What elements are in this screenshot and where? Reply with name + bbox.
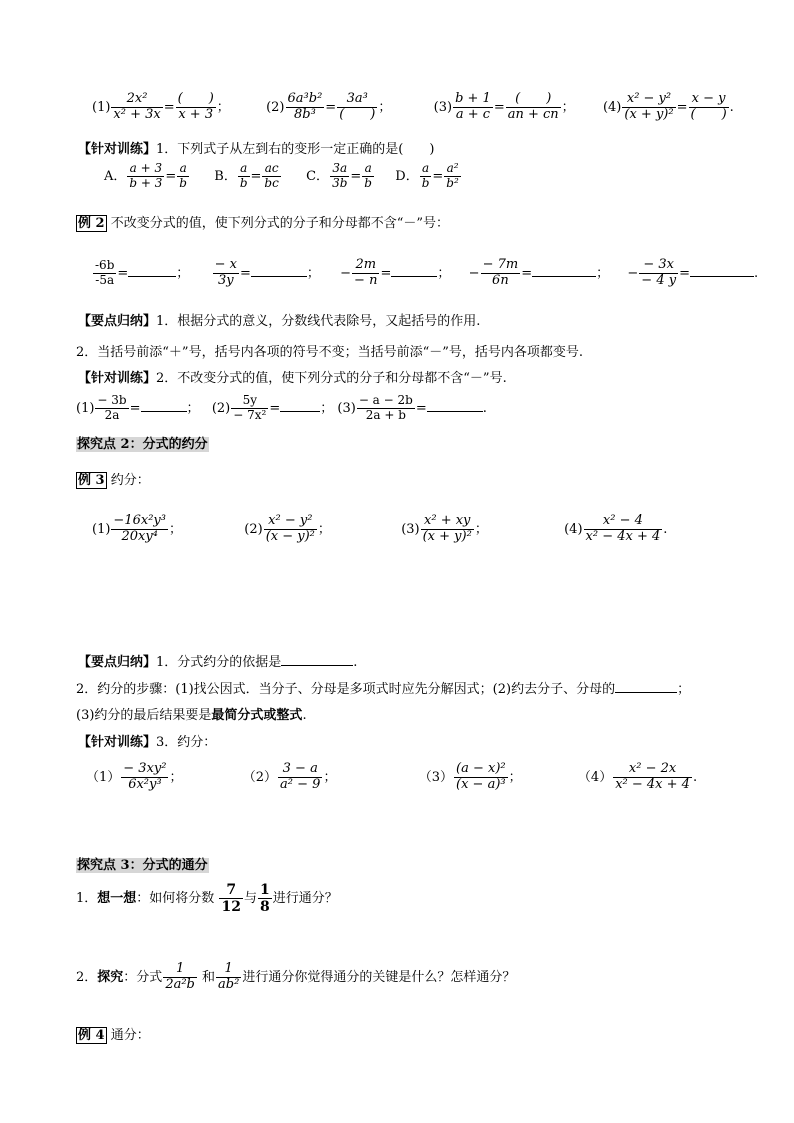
ex3-items [92,514,667,545]
fraction: $\frac{\text{6a³b²}}{\text{8b³}}$ [287,91,323,122]
train-tag: 【针对训练】 [78,735,157,750]
q1-item-2: (2) $\frac{\text{6a³b²}}{\text{8b³}}$ = $\frac{\text{3a³}}{( )}$ ； [266,91,392,122]
train2-items [76,394,487,423]
q1-item-3: (3) $\frac{b + 1}{a + c}$ = $\frac{( )}{an + cn}$ ； [433,91,575,122]
ex2-item-4: − $\frac{- 7m}{6n}$ = ； [468,257,610,288]
fraction: $\frac{\text{− 3xy²}}{\text{6x²y³}}$ [123,761,167,792]
q1-row [92,92,734,123]
fraction: $\frac{a}{b}$ [179,161,187,190]
fraction: $\frac{7}{12}$ [221,882,241,916]
fraction: $\frac{( )}{an + cn}$ [507,91,559,122]
option-d: D． $\frac{a}{b}$ = $\frac{\text{a²}}{\text{b²}}$ [395,161,459,190]
section-heading [76,437,209,453]
summary-tag: 【要点归纳】 [78,655,157,670]
ex2-item-3: − $\frac{2m}{- n}$ = ； [340,257,451,288]
fraction: $\frac{\text{x² − 2x}}{\text{x² − 4x + 4}}$ [615,761,690,792]
fraction: $\frac{- 3x}{- 4 y}$ [641,257,677,288]
fraction: $\frac{- 7m}{6n}$ [482,257,519,288]
emphasis-text: 想一想 [97,891,137,907]
fraction: $\frac{b + 1}{a + c}$ [455,91,491,122]
ex2-items [92,258,758,289]
fraction: $\frac{-6b}{-5a}$ [95,258,115,287]
train1-question [78,142,434,158]
fraction: $\frac{\text{x² − y²}}{\text{(x − y)²}}$ [265,513,315,544]
fraction: $\frac{( )}{x + 3}$ [177,91,214,122]
fraction: $\frac{x - y}{( )}$ [690,91,727,122]
fraction: $\frac{1}{\text{2a²b}}$ [165,961,195,992]
fraction: $\frac{a + 3}{b + 3}$ [129,161,163,190]
train2-item-3: (3) $\frac{- a - 2b}{2a + b}$ = . [337,393,487,422]
ex2-item-5: − $\frac{- 3x}{- 4 y}$ = . [627,257,759,288]
fraction: $\frac{\text{x² − y²}}{\text{(x + y)²}}$ [624,91,674,122]
summary2-line1: 【要点归纳】1．分式约分的依据是 . [78,655,358,670]
answer-blank[interactable] [141,411,187,412]
train2-item-2: (2) $\frac{5y}{\text{− 7x²}}$ = ； [211,393,334,422]
fraction: $\frac{3a}{3b}$ [332,161,348,190]
fraction: $\frac{\text{a²}}{\text{b²}}$ [446,161,459,190]
q1-item-4: (4) $\frac{\text{x² − y²}}{\text{(x + y)²}}$ = $\frac{x - y}{( )}$ . [602,91,734,122]
think-question: 1．想一想：如何将分数 $\frac{7}{12}$ 与 $\frac{1}{8}$ 进行通分？ [76,882,338,916]
fraction: $\frac{\text{2x²}}{\text{x² + 3x}}$ [113,91,161,122]
fraction: $\frac{ac}{bc}$ [264,161,279,190]
fraction: $\frac{a}{b}$ [421,161,430,190]
example-text: 不改变分式的值，使下列分式的分子和分母都不含“－”号： [110,216,450,231]
answer-blank[interactable] [690,276,754,277]
fraction: $\frac{\text{(a − x)²}}{\text{(x − a)³}}$ [456,761,506,792]
train-tag: 【针对训练】 [78,142,157,157]
example-text: 通分： [110,1028,150,1043]
train2-question: 【针对训练】2．不改变分式的值，使下列分式的分子和分母都不含“－”号. [78,371,507,386]
fraction: $\frac{\text{x² + xy}}{\text{(x + y)²}}$ [422,513,472,544]
fraction: $\frac{\text{3a³}}{( )}$ [339,91,376,122]
emphasis-text: 最简分式或整式 [211,708,303,723]
answer-blank[interactable] [532,276,596,277]
option-b: B． $\frac{a}{b}$ = $\frac{ac}{bc}$ [214,161,279,190]
example-tag: 例 4 [78,1028,105,1043]
answer-blank[interactable] [427,411,483,412]
fraction: $\frac{a}{b}$ [364,161,372,190]
example-text: 约分： [110,473,150,488]
train3-question: 【针对训练】3．约分： [78,735,217,750]
fraction: $\frac{\text{−16x²y³}}{\text{20xy⁴}}$ [113,513,166,544]
train3-item-1: （1） $\frac{\text{− 3xy²}}{\text{6x²y³}}$ ； [86,761,183,792]
summary1-line2: 2．当括号前添“＋”号，括号内各项的符号不变；当括号前添“－”号，括号内各项都变号. [76,345,583,360]
fraction: $\frac{2m}{- n}$ [354,257,378,288]
answer-blank[interactable] [128,276,176,277]
fraction: $\frac{1}{\text{ab²}}$ [218,961,240,992]
summary-tag: 【要点归纳】 [78,314,157,329]
train3-item-3: （3） $\frac{\text{(a − x)²}}{\text{(x − a)³}}$ ； [418,761,522,792]
example-tag: 例 2 [78,216,105,231]
ex3-item-2: (2) $\frac{\text{x² − y²}}{\text{(x − y)²}}$ ； [244,513,331,544]
fraction: $\frac{- 3b}{2a}$ [97,393,127,422]
summary2-line2: 2．约分的步骤：(1)找公因式．当分子、分母是多项式时应先分解因式；(2)约去分子、分母的 ； [76,682,691,697]
explore-question: 2．探究：分式 $\frac{1}{\text{2a²b}}$ 和 $\frac{1}{\text{ab²}}$ 进行通分你觉得通分的关键是什么？怎样通分？ [76,961,516,992]
answer-blank[interactable] [280,411,320,412]
train-tag: 【针对训练】 [78,371,157,386]
train2-item-1: (1) $\frac{- 3b}{2a}$ = ； [76,393,200,422]
answer-blank[interactable] [251,276,307,277]
train-text: 1．下列式子从左到右的变形一定正确的是( ) [156,142,435,157]
q1-item-label: (1) [92,99,111,115]
example-tag: 例 3 [78,473,105,488]
ex2-heading [76,216,449,232]
ex2-item-2: $\frac{- x}{3y}$ = ； [214,257,320,288]
ex3-item-4: (4) $\frac{\text{x² − 4}}{\text{x² − 4x + 4}}$ . [564,513,668,544]
ex3-item-1: (1) $\frac{\text{−16x²y³}}{\text{20xy⁴}}$ ； [92,513,182,544]
fraction: $\frac{- x}{3y}$ [214,257,237,288]
section-heading [76,858,209,874]
summary1-line1: 【要点归纳】1．根据分式的意义，分数线代表除号，又起括号的作用. [78,314,481,329]
fraction: $\frac{5y}{\text{− 7x²}}$ [233,393,267,422]
ex3-item-3: (3) $\frac{\text{x² + xy}}{\text{(x + y)²}}$ ； [401,513,488,544]
emphasis-text: 探究 [97,969,124,985]
section-title: 探究点 2：分式的约分 [77,437,208,452]
ex2-item-1: $\frac{-6b}{-5a}$ = ； [95,258,190,287]
train1-options [104,162,462,191]
ex3-heading [76,473,150,489]
option-c: C． $\frac{3a}{3b}$ = $\frac{a}{b}$ [306,161,372,190]
section-title: 探究点 3：分式的通分 [77,858,208,873]
answer-blank[interactable] [281,665,353,666]
option-a: A． $\frac{a + 3}{b + 3}$ = $\frac{a}{b}$ [104,161,187,190]
train3-item-2: （2） $\frac{3 - a}{\text{a² − 9}}$ ； [242,761,337,792]
summary2-line3: (3)约分的最后结果要是最简分式或整式. [76,708,307,723]
train3-item-4: （4） $\frac{\text{x² − 2x}}{\text{x² − 4x + 4}}$ . [577,761,698,792]
train3-items [86,762,697,793]
q1-item-1: (1) $\frac{\text{2x²}}{\text{x² + 3x}}$ = $\frac{( )}{x + 3}$ ； [92,91,230,122]
fraction: $\frac{a}{b}$ [239,161,248,190]
fraction: $\frac{- a - 2b}{2a + b}$ [358,393,413,422]
fraction: $\frac{1}{8}$ [259,882,270,916]
answer-blank[interactable] [615,692,677,693]
fraction: $\frac{\text{x² − 4}}{\text{x² − 4x + 4}}$ [585,513,661,544]
ex4-heading [76,1028,150,1044]
fraction: $\frac{3 - a}{\text{a² − 9}}$ [280,761,321,792]
answer-blank[interactable] [391,276,437,277]
